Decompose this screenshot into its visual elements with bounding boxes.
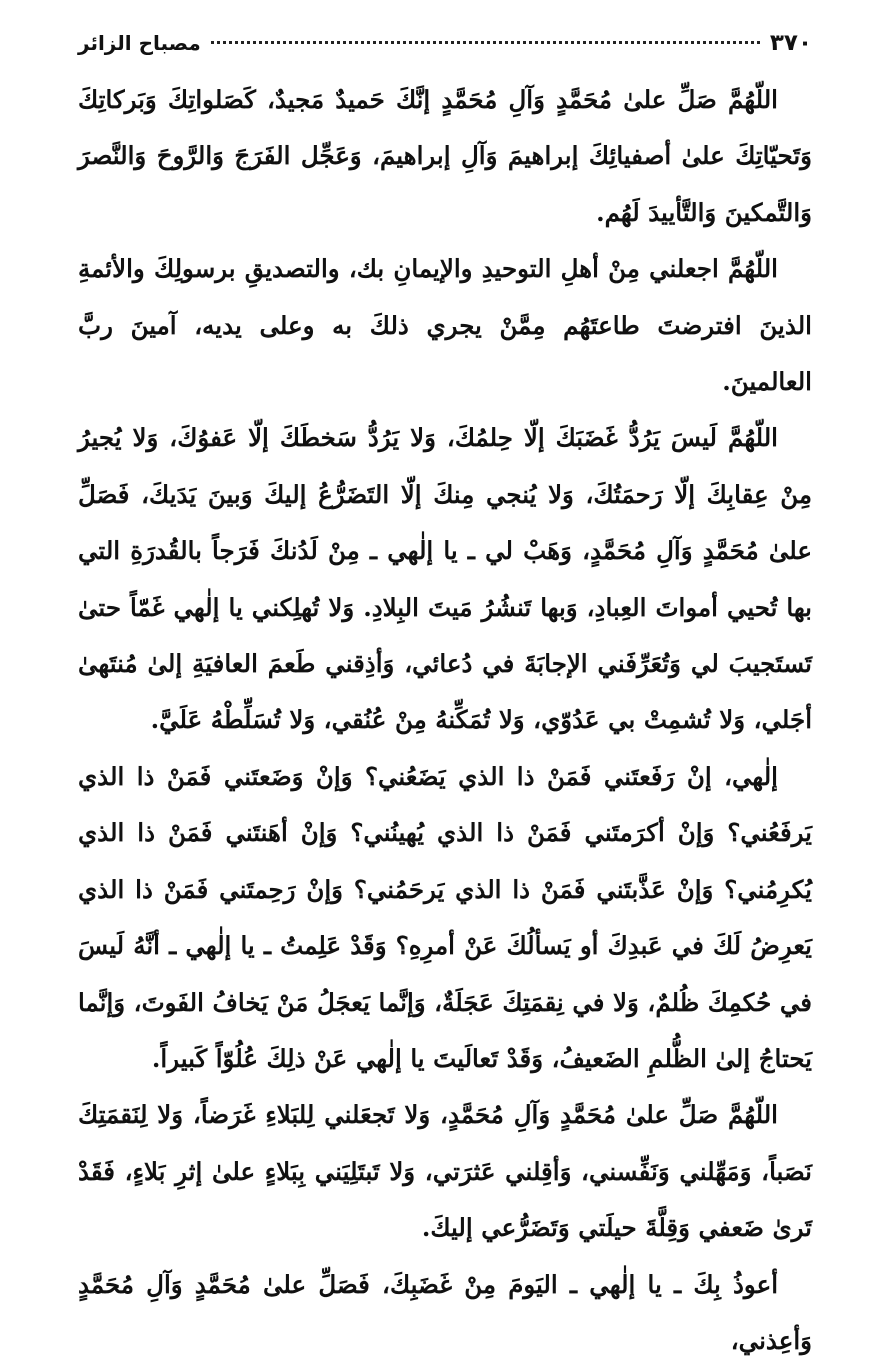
page-body xyxy=(78,72,812,1369)
paragraph-audhu: أعوذُ بِكَ ـ يا إلٰهي ـ اليَومَ مِنْ غَضَبِكَ، فَصَلِّ علىٰ مُحَمَّدٍ وَآلِ مُحَمَّدٍ وَأعِذني، xyxy=(78,1269,812,1355)
paragraph-salawat: اللّهُمَّ صَلِّ علىٰ مُحَمَّدٍ وَآلِ مُحَمَّدٍ إنَّكَ حَميدٌ مَجيدٌ، كَصَلواتِكَ وَبَركاتِكَ وَتَحيّاتِكَ علىٰ أصفيائِكَ إبراهيمَ وَآلِ إبراهيمَ، وَعَجِّل الفَرَجَ وَالرَّوحَ وَالنَّصرَ وَالتَّمكينَ وَالتَّأييدَ لَهُم. xyxy=(78,85,812,227)
dotted-leader xyxy=(211,41,760,44)
book-title: مصباح الزائر xyxy=(78,31,201,55)
paragraph-tawhid: اللّهُمَّ اجعلني مِنْ أهلِ التوحيدِ والإيمانِ بك، والتصديقِ برسولِكَ والأئمةِ الذينَ افترضتَ طاعتَهُم مِمَّنْ يجري ذلكَ به وعلى يديه، آمينَ ربَّ العالمينَ. xyxy=(78,254,812,397)
paragraph-bala: اللّهُمَّ صَلِّ علىٰ مُحَمَّدٍ وَآلِ مُحَمَّدٍ، وَلا تَجعَلني لِلبَلاءِ غَرَضاً، وَلا لِنَقمَتِكَ نَصَباً، وَمَهِّلني وَنَفِّسني، وَأقِلني عَثرَتي، وَلا تَبتَلِيَني بِبَلاءٍ علىٰ إثرِ بَلاءٍ، فَقَدْ تَرىٰ ضَعفي وَقِلَّةَ حيلَتي وَتَضَرُّعي إليكَ. xyxy=(78,1100,812,1243)
book-page xyxy=(78,30,812,1369)
page-number: ٣٧٠ xyxy=(769,30,812,56)
paragraph-ilahi: إلٰهي، إنْ رَفَعتَني فَمَنْ ذا الذي يَضَعُني؟ وَإنْ وَضَعتَني فَمَنْ ذا الذي يَرفَعُني؟ وَإنْ أكرَمتَني فَمَنْ ذا الذي يُهينُني؟ وَإنْ أهَنتَني فَمَنْ ذا الذي يُكرِمُني؟ وَإنْ عَذَّبتَني فَمَنْ ذا الذي يَرحَمُني؟ وَإنْ رَحِمتَني فَمَنْ ذا الذي يَعرِضُ لَكَ في عَبدِكَ أو يَسألُكَ عَنْ أمرِهِ؟ وَقَدْ عَلِمتُ ـ يا إلٰهي ـ أنَّهُ لَيسَ في حُكمِكَ ظُلمٌ، وَلا في نِقمَتِكَ عَجَلَةٌ، وَإنَّما يَعجَلُ مَنْ يَخافُ الفَوتَ، وَإنَّما يَحتاجُ إلىٰ الظُّلمِ الضَعيفُ، وَقَدْ تَعالَيتَ يا إلٰهي عَنْ ذلِكَ عُلُوّاً كَبيراً. xyxy=(78,761,812,1073)
paragraph-hilm: اللّهُمَّ لَيسَ يَرُدُّ غَضَبَكَ إلّا حِلمُكَ، وَلا يَرُدُّ سَخطَكَ إلّا عَفوُكَ، وَلا يُجيرُ مِنْ عِقابِكَ إلّا رَحمَتُكَ، وَلا يُنجي مِنكَ إلّا التَضَرُّعُ إليكَ وَبينَ يَدَيكَ، فَصَلِّ علىٰ مُحَمَّدٍ وَآلِ مُحَمَّدٍ، وَهَبْ لي ـ يا إلٰهي ـ مِنْ لَدُنكَ فَرَجاً بالقُدرَةِ التي بها تُحيي أمواتَ العِبادِ، وَبها تَنشُرُ مَيتَ البِلادِ. وَلا تُهلِكني يا إلٰهي غَمّاً حتىٰ تَستَجيبَ لي وَتُعَرِّفَني الإجابَةَ في دُعائي، وَأذِقني طَعمَ العافيَةِ إلىٰ مُنتَهىٰ أجَلي، وَلا تُشمِتْ بي عَدُوّي، وَلا تُمَكِّنهُ مِنْ عُنُقي، وَلا تُسَلِّطْهُ عَلَيَّ. xyxy=(78,423,812,735)
page-header xyxy=(78,30,812,62)
